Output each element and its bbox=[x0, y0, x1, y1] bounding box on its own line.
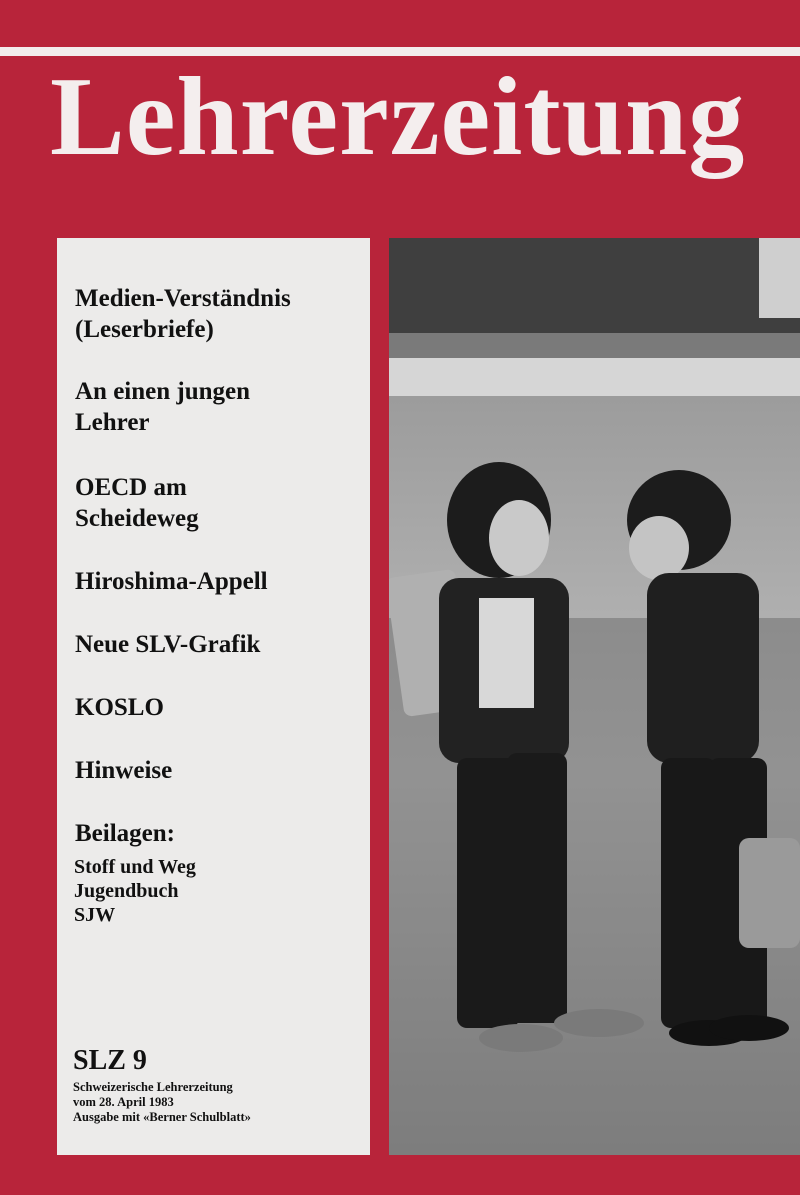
headline-lehrer bbox=[75, 376, 250, 438]
headline-koslo: KOSLO bbox=[75, 694, 164, 721]
publication-line: Schweizerische Lehrerzeitung bbox=[73, 1080, 233, 1094]
supplements-heading: Beilagen: bbox=[75, 820, 175, 847]
publication-line: vom 28. April 1983 bbox=[73, 1095, 174, 1109]
supplement-item: Stoff und Weg bbox=[74, 856, 196, 878]
supplement-item: Jugendbuch bbox=[74, 880, 179, 902]
headline-line: An einen jungen bbox=[75, 378, 251, 405]
headline-hinweise: Hinweise bbox=[75, 757, 173, 784]
publication-line: Ausgabe mit «Berner Schulblatt» bbox=[73, 1110, 251, 1124]
supplement-item: SJW bbox=[74, 904, 116, 926]
headline-medien bbox=[75, 283, 291, 345]
headline-line: Medien-Verständnis bbox=[75, 285, 291, 312]
headline-line: OECD am bbox=[75, 474, 187, 501]
headline-oecd bbox=[75, 472, 199, 534]
headline-line: (Leserbriefe) bbox=[75, 316, 214, 343]
headline-line: Scheideweg bbox=[75, 505, 199, 532]
masthead-title: Lehrerzeitung bbox=[50, 55, 746, 179]
headline-grafik: Neue SLV-Grafik bbox=[75, 631, 261, 658]
contents-panel bbox=[57, 238, 370, 1155]
cover-photo bbox=[389, 238, 800, 1155]
headline-line: Lehrer bbox=[75, 409, 150, 436]
issue-number: SLZ 9 bbox=[73, 1045, 147, 1076]
cover-photo-image bbox=[389, 238, 800, 1155]
headline-hiroshima: Hiroshima-Appell bbox=[75, 568, 268, 595]
publication-info bbox=[73, 1080, 251, 1125]
